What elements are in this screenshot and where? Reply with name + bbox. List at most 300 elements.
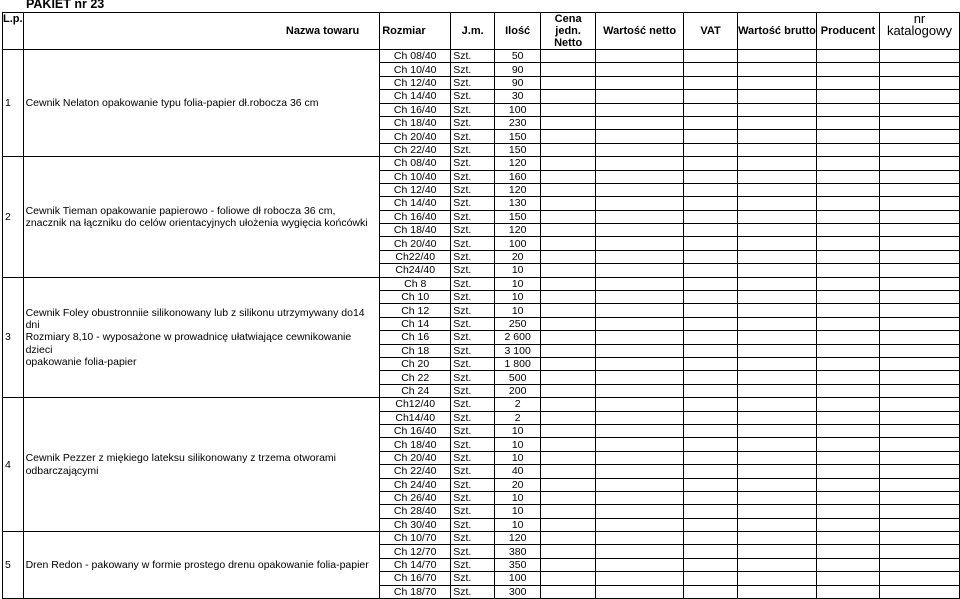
net-value-cell: [596, 424, 684, 437]
unit-price-cell: [541, 237, 596, 250]
size-cell: Ch 08/40: [380, 157, 451, 170]
item-lp: 1: [3, 50, 24, 157]
unit-price-cell: [541, 90, 596, 103]
catalog-number-cell: [879, 398, 959, 411]
unit-price-cell: [541, 424, 596, 437]
unit-price-cell: [541, 505, 596, 518]
unit-price-cell: [541, 157, 596, 170]
unit-cell: Szt.: [451, 63, 495, 76]
quantity-cell: 10: [495, 304, 541, 317]
unit-cell: Szt.: [451, 545, 495, 558]
producer-cell: [816, 50, 879, 63]
gross-value-cell: [738, 103, 817, 116]
catalog-number-cell: [879, 210, 959, 223]
item-name-line: Cewnik Nelaton opakowanie typu folia-papier dł.robocza 36 cm: [25, 96, 319, 109]
gross-value-cell: [738, 291, 817, 304]
item-lp: 4: [3, 398, 24, 532]
producer-cell: [816, 317, 879, 330]
catalog-number-cell: [879, 532, 959, 545]
gross-value-cell: [738, 411, 817, 424]
vat-cell: [684, 491, 738, 504]
producer-cell: [816, 143, 879, 156]
producer-cell: [816, 344, 879, 357]
gross-value-cell: [738, 116, 817, 129]
unit-price-cell: [541, 277, 596, 290]
vat-cell: [684, 130, 738, 143]
net-value-cell: [596, 478, 684, 491]
catalog-number-cell: [879, 545, 959, 558]
vat-cell: [684, 264, 738, 277]
gross-value-cell: [738, 90, 817, 103]
unit-cell: Szt.: [451, 76, 495, 89]
quantity-cell: 150: [495, 210, 541, 223]
unit-cell: Szt.: [451, 90, 495, 103]
producer-cell: [816, 210, 879, 223]
quantity-cell: 300: [495, 585, 541, 598]
vat-cell: [684, 331, 738, 344]
unit-cell: Szt.: [451, 558, 495, 571]
unit-price-cell: [541, 304, 596, 317]
catalog-number-cell: [879, 331, 959, 344]
size-cell: Ch 22: [380, 371, 451, 384]
vat-cell: [684, 451, 738, 464]
quantity-cell: 120: [495, 183, 541, 196]
unit-cell: Szt.: [451, 518, 495, 531]
gross-value-cell: [738, 76, 817, 89]
vat-cell: [684, 518, 738, 531]
catalog-number-cell: [879, 170, 959, 183]
item-name-line: znacznik na łączniku do celów orientacyjnych ułożenia wygięcia końcówki: [25, 216, 368, 229]
quantity-cell: 120: [495, 224, 541, 237]
header-unit: J.m.: [451, 13, 495, 50]
size-cell: Ch 18/40: [380, 224, 451, 237]
net-value-cell: [596, 465, 684, 478]
unit-cell: Szt.: [451, 237, 495, 250]
catalog-number-cell: [879, 103, 959, 116]
producer-cell: [816, 63, 879, 76]
table-row: [3, 398, 960, 411]
gross-value-cell: [738, 143, 817, 156]
net-value-cell: [596, 532, 684, 545]
unit-price-cell: [541, 545, 596, 558]
unit-price-cell: [541, 465, 596, 478]
quantity-cell: 380: [495, 545, 541, 558]
producer-cell: [816, 505, 879, 518]
quantity-cell: 2 600: [495, 331, 541, 344]
catalog-number-cell: [879, 264, 959, 277]
unit-price-cell: [541, 491, 596, 504]
catalog-number-cell: [879, 478, 959, 491]
producer-cell: [816, 76, 879, 89]
header-producer: Producent: [816, 13, 879, 50]
gross-value-cell: [738, 384, 817, 397]
header-net-value: Wartość netto: [596, 13, 684, 50]
vat-cell: [684, 116, 738, 129]
quantity-cell: 3 100: [495, 344, 541, 357]
unit-price-cell: [541, 291, 596, 304]
quantity-cell: 40: [495, 465, 541, 478]
net-value-cell: [596, 264, 684, 277]
catalog-number-cell: [879, 344, 959, 357]
gross-value-cell: [738, 317, 817, 330]
catalog-number-cell: [879, 143, 959, 156]
net-value-cell: [596, 505, 684, 518]
net-value-cell: [596, 518, 684, 531]
table-row: [3, 50, 960, 63]
net-value-cell: [596, 224, 684, 237]
catalog-number-cell: [879, 250, 959, 263]
unit-price-cell: [541, 197, 596, 210]
net-value-cell: [596, 558, 684, 571]
net-value-cell: [596, 384, 684, 397]
catalog-number-cell: [879, 518, 959, 531]
size-cell: Ch 20/40: [380, 451, 451, 464]
unit-price-cell: [541, 143, 596, 156]
gross-value-cell: [738, 237, 817, 250]
header-name: Nazwa towaru: [23, 13, 380, 50]
gross-value-cell: [738, 478, 817, 491]
net-value-cell: [596, 130, 684, 143]
catalog-number-cell: [879, 317, 959, 330]
unit-cell: Szt.: [451, 103, 495, 116]
catalog-number-cell: [879, 357, 959, 370]
size-cell: Ch 14/40: [380, 197, 451, 210]
unit-cell: Szt.: [451, 116, 495, 129]
size-cell: Ch 16/40: [380, 424, 451, 437]
producer-cell: [816, 438, 879, 451]
catalog-number-cell: [879, 130, 959, 143]
producer-cell: [816, 130, 879, 143]
unit-cell: Szt.: [451, 438, 495, 451]
unit-price-cell: [541, 532, 596, 545]
vat-cell: [684, 90, 738, 103]
size-cell: Ch 14/70: [380, 558, 451, 571]
vat-cell: [684, 291, 738, 304]
unit-price-cell: [541, 478, 596, 491]
unit-price-cell: [541, 371, 596, 384]
net-value-cell: [596, 250, 684, 263]
unit-cell: Szt.: [451, 264, 495, 277]
net-value-cell: [596, 344, 684, 357]
unit-cell: Szt.: [451, 317, 495, 330]
catalog-number-cell: [879, 157, 959, 170]
unit-price-cell: [541, 130, 596, 143]
size-cell: Ch 18: [380, 344, 451, 357]
producer-cell: [816, 572, 879, 585]
quantity-cell: 10: [495, 491, 541, 504]
size-cell: Ch 24: [380, 384, 451, 397]
vat-cell: [684, 317, 738, 330]
producer-cell: [816, 585, 879, 598]
producer-cell: [816, 291, 879, 304]
size-cell: Ch 22/40: [380, 465, 451, 478]
unit-cell: Szt.: [451, 398, 495, 411]
size-cell: Ch 16/70: [380, 572, 451, 585]
unit-price-cell: [541, 398, 596, 411]
quantity-cell: 150: [495, 130, 541, 143]
catalog-number-cell: [879, 465, 959, 478]
net-value-cell: [596, 357, 684, 370]
catalog-number-cell: [879, 585, 959, 598]
vat-cell: [684, 210, 738, 223]
quantity-cell: 350: [495, 558, 541, 571]
quantity-cell: 230: [495, 116, 541, 129]
vat-cell: [684, 465, 738, 478]
net-value-cell: [596, 210, 684, 223]
unit-cell: Szt.: [451, 505, 495, 518]
net-value-cell: [596, 157, 684, 170]
net-value-cell: [596, 545, 684, 558]
size-cell: Ch 10/70: [380, 532, 451, 545]
quantity-cell: 10: [495, 291, 541, 304]
vat-cell: [684, 304, 738, 317]
quantity-cell: 2: [495, 411, 541, 424]
net-value-cell: [596, 197, 684, 210]
gross-value-cell: [738, 572, 817, 585]
size-cell: Ch 10: [380, 291, 451, 304]
quantity-cell: 10: [495, 277, 541, 290]
item-name-line: Dren Redon - pakowany w formie prostego drenu opakowanie folia-papier: [25, 558, 369, 571]
size-cell: Ch 16: [380, 331, 451, 344]
size-cell: Ch 24/40: [380, 478, 451, 491]
gross-value-cell: [738, 424, 817, 437]
size-cell: Ch 8: [380, 277, 451, 290]
vat-cell: [684, 424, 738, 437]
gross-value-cell: [738, 197, 817, 210]
quantity-cell: 90: [495, 63, 541, 76]
net-value-cell: [596, 277, 684, 290]
unit-price-cell: [541, 103, 596, 116]
item-name: [23, 398, 380, 532]
vat-cell: [684, 63, 738, 76]
catalog-number-cell: [879, 116, 959, 129]
unit-cell: Szt.: [451, 478, 495, 491]
header-gross-value: Wartość brutto: [738, 13, 817, 50]
catalog-number-cell: [879, 384, 959, 397]
gross-value-cell: [738, 371, 817, 384]
size-cell: Ch 18/40: [380, 438, 451, 451]
catalog-number-cell: [879, 572, 959, 585]
net-value-cell: [596, 572, 684, 585]
unit-price-cell: [541, 344, 596, 357]
gross-value-cell: [738, 277, 817, 290]
vat-cell: [684, 224, 738, 237]
gross-value-cell: [738, 50, 817, 63]
quantity-cell: 10: [495, 424, 541, 437]
item-lp: 3: [3, 277, 24, 398]
quantity-cell: 200: [495, 384, 541, 397]
producer-cell: [816, 183, 879, 196]
size-cell: Ch 14/40: [380, 90, 451, 103]
vat-cell: [684, 157, 738, 170]
unit-cell: Szt.: [451, 344, 495, 357]
catalog-number-cell: [879, 224, 959, 237]
unit-price-cell: [541, 250, 596, 263]
quantity-cell: 100: [495, 572, 541, 585]
unit-price-cell: [541, 558, 596, 571]
producer-cell: [816, 157, 879, 170]
header-vat: VAT: [684, 13, 738, 50]
size-cell: Ch 08/40: [380, 50, 451, 63]
quantity-cell: 10: [495, 518, 541, 531]
producer-cell: [816, 170, 879, 183]
unit-cell: Szt.: [451, 451, 495, 464]
net-value-cell: [596, 411, 684, 424]
size-cell: Ch 10/40: [380, 170, 451, 183]
net-value-cell: [596, 103, 684, 116]
net-value-cell: [596, 50, 684, 63]
size-cell: Ch 18/70: [380, 585, 451, 598]
unit-cell: Szt.: [451, 411, 495, 424]
unit-price-cell: [541, 451, 596, 464]
vat-cell: [684, 344, 738, 357]
vat-cell: [684, 558, 738, 571]
gross-value-cell: [738, 518, 817, 531]
size-cell: Ch 18/40: [380, 116, 451, 129]
item-name: [23, 50, 380, 157]
unit-price-cell: [541, 585, 596, 598]
unit-price-cell: [541, 183, 596, 196]
gross-value-cell: [738, 451, 817, 464]
size-cell: Ch 22/40: [380, 143, 451, 156]
quantity-cell: 10: [495, 264, 541, 277]
catalog-number-cell: [879, 63, 959, 76]
table-row: [3, 277, 960, 290]
net-value-cell: [596, 304, 684, 317]
catalog-number-cell: [879, 291, 959, 304]
size-cell: Ch14/40: [380, 411, 451, 424]
gross-value-cell: [738, 357, 817, 370]
unit-cell: Szt.: [451, 224, 495, 237]
gross-value-cell: [738, 63, 817, 76]
gross-value-cell: [738, 532, 817, 545]
vat-cell: [684, 585, 738, 598]
catalog-number-cell: [879, 76, 959, 89]
unit-cell: Szt.: [451, 143, 495, 156]
catalog-number-cell: [879, 237, 959, 250]
producer-cell: [816, 264, 879, 277]
unit-cell: Szt.: [451, 371, 495, 384]
vat-cell: [684, 277, 738, 290]
header-unit-price: Cena jedn. Netto: [541, 13, 596, 50]
quantity-cell: 250: [495, 317, 541, 330]
producer-cell: [816, 331, 879, 344]
unit-cell: Szt.: [451, 250, 495, 263]
unit-cell: Szt.: [451, 331, 495, 344]
unit-price-cell: [541, 317, 596, 330]
unit-cell: Szt.: [451, 50, 495, 63]
size-cell: Ch 12/40: [380, 76, 451, 89]
quantity-cell: 130: [495, 197, 541, 210]
catalog-number-cell: [879, 491, 959, 504]
unit-price-cell: [541, 518, 596, 531]
size-cell: Ch 12/40: [380, 183, 451, 196]
unit-cell: Szt.: [451, 277, 495, 290]
size-cell: Ch 10/40: [380, 63, 451, 76]
vat-cell: [684, 103, 738, 116]
products-table: [2, 12, 960, 599]
producer-cell: [816, 518, 879, 531]
producer-cell: [816, 411, 879, 424]
vat-cell: [684, 143, 738, 156]
unit-cell: Szt.: [451, 304, 495, 317]
net-value-cell: [596, 116, 684, 129]
unit-price-cell: [541, 210, 596, 223]
package-title: PAKIET nr 23: [26, 0, 105, 11]
net-value-cell: [596, 398, 684, 411]
net-value-cell: [596, 317, 684, 330]
unit-price-cell: [541, 384, 596, 397]
producer-cell: [816, 237, 879, 250]
producer-cell: [816, 451, 879, 464]
gross-value-cell: [738, 344, 817, 357]
item-name-line: opakowanie folia-papier: [25, 355, 137, 368]
catalog-number-cell: [879, 50, 959, 63]
net-value-cell: [596, 331, 684, 344]
producer-cell: [816, 371, 879, 384]
catalog-number-cell: [879, 505, 959, 518]
vat-cell: [684, 572, 738, 585]
unit-cell: Szt.: [451, 210, 495, 223]
gross-value-cell: [738, 264, 817, 277]
unit-cell: Szt.: [451, 357, 495, 370]
item-name-line: Cewnik Foley obustronniie silikonowany lub z silikonu utrzymywany do14 dni: [25, 306, 365, 331]
table-row: [3, 532, 960, 545]
unit-price-cell: [541, 224, 596, 237]
item-name-line: Cewnik Tieman opakowanie papierowo - foliowe dł robocza 36 cm,: [25, 204, 336, 217]
vat-cell: [684, 384, 738, 397]
catalog-number-cell: [879, 197, 959, 210]
vat-cell: [684, 250, 738, 263]
producer-cell: [816, 90, 879, 103]
quantity-cell: 30: [495, 90, 541, 103]
vat-cell: [684, 50, 738, 63]
gross-value-cell: [738, 157, 817, 170]
producer-cell: [816, 491, 879, 504]
unit-cell: Szt.: [451, 157, 495, 170]
unit-price-cell: [541, 357, 596, 370]
gross-value-cell: [738, 331, 817, 344]
quantity-cell: 20: [495, 250, 541, 263]
size-cell: Ch 20/40: [380, 237, 451, 250]
vat-cell: [684, 532, 738, 545]
item-name-line: Cewnik Pezzer z miękiego lateksu silikonowany z trzema otworami odbarczającymi: [25, 452, 337, 477]
producer-cell: [816, 398, 879, 411]
unit-cell: Szt.: [451, 170, 495, 183]
net-value-cell: [596, 438, 684, 451]
unit-cell: Szt.: [451, 585, 495, 598]
unit-cell: Szt.: [451, 465, 495, 478]
unit-cell: Szt.: [451, 291, 495, 304]
table-header-row: [3, 13, 960, 50]
producer-cell: [816, 558, 879, 571]
vat-cell: [684, 411, 738, 424]
unit-price-cell: [541, 76, 596, 89]
producer-cell: [816, 277, 879, 290]
unit-cell: Szt.: [451, 424, 495, 437]
gross-value-cell: [738, 545, 817, 558]
unit-cell: Szt.: [451, 197, 495, 210]
unit-price-cell: [541, 63, 596, 76]
quantity-cell: 10: [495, 438, 541, 451]
unit-cell: Szt.: [451, 491, 495, 504]
quantity-cell: 10: [495, 505, 541, 518]
net-value-cell: [596, 237, 684, 250]
gross-value-cell: [738, 170, 817, 183]
size-cell: Ch 30/40: [380, 518, 451, 531]
net-value-cell: [596, 451, 684, 464]
producer-cell: [816, 478, 879, 491]
